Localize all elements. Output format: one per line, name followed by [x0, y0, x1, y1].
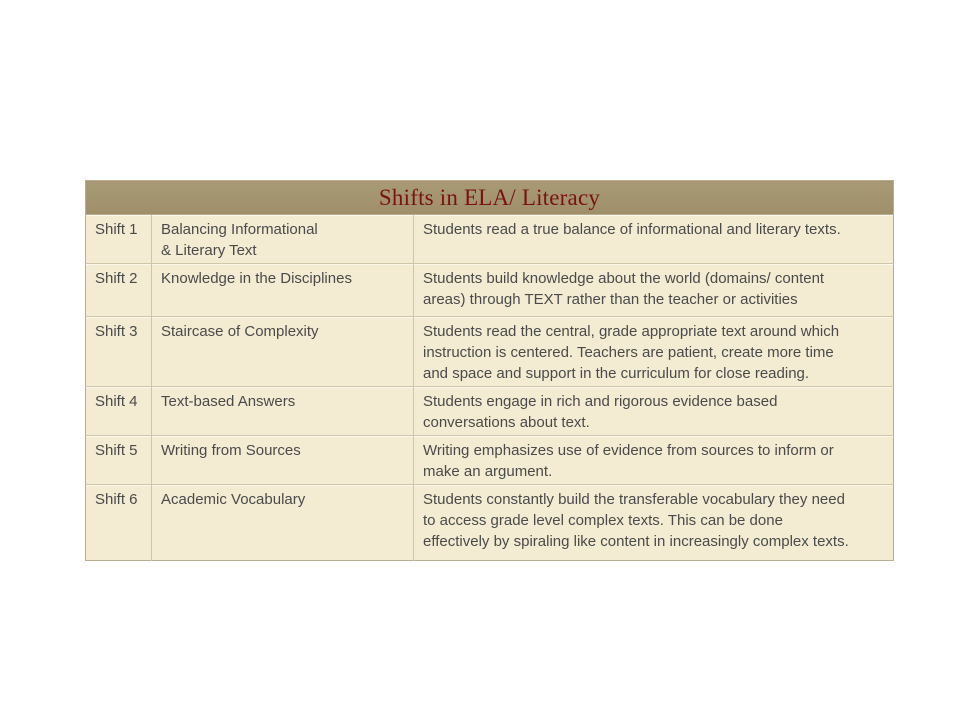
table-title-row — [86, 181, 894, 215]
shift-number: Shift 5 — [86, 436, 152, 485]
shift-description-text: Writing emphasizes use of evidence from sources to inform or make an argument. — [423, 442, 834, 480]
shift-name — [152, 264, 414, 317]
shift-description — [414, 485, 894, 561]
shift-name — [152, 215, 414, 264]
shift-description-text: Students read the central, grade appropriate text around which instruction is centered. Teachers are patient, create more time and space and support in the curriculum for close reading. — [423, 323, 840, 382]
shift-name-text: Writing from Sources — [161, 442, 301, 459]
shift-name-text: Balancing Informational & Literary Text — [161, 221, 318, 259]
shift-name-text: Academic Vocabulary — [161, 491, 306, 508]
shift-description-text: Students build knowledge about the world (domains/ content areas) through TEXT rather than the teacher or activities — [423, 270, 825, 308]
shift-description — [414, 215, 894, 264]
shift-description — [414, 387, 894, 436]
table-row — [86, 264, 894, 317]
shift-name — [152, 485, 414, 561]
shift-name — [152, 317, 414, 387]
shift-number: Shift 3 — [86, 317, 152, 387]
shift-description-text: Students read a true balance of informational and literary texts. — [423, 221, 841, 238]
table-row — [86, 317, 894, 387]
shift-description — [414, 436, 894, 485]
shift-number: Shift 2 — [86, 264, 152, 317]
table-row — [86, 215, 894, 264]
table-title: Shifts in ELA/ Literacy — [86, 181, 894, 215]
shift-description — [414, 317, 894, 387]
table-row — [86, 436, 894, 485]
shift-number: Shift 4 — [86, 387, 152, 436]
shift-name-text: Staircase of Complexity — [161, 323, 319, 340]
shift-description-text: Students constantly build the transferable vocabulary they need to access grade level complex texts. This can be done effectively by spiraling like content in increasingly complex texts. — [423, 491, 849, 550]
table-row — [86, 387, 894, 436]
shift-name — [152, 436, 414, 485]
shift-number: Shift 1 — [86, 215, 152, 264]
shift-name-text: Text-based Answers — [161, 393, 296, 410]
shift-name-text: Knowledge in the Disciplines — [161, 270, 352, 287]
shift-description — [414, 264, 894, 317]
shifts-table — [85, 180, 894, 561]
shift-name — [152, 387, 414, 436]
shift-number: Shift 6 — [86, 485, 152, 561]
shift-description-text: Students engage in rich and rigorous evidence based conversations about text. — [423, 393, 778, 431]
table-row — [86, 485, 894, 561]
